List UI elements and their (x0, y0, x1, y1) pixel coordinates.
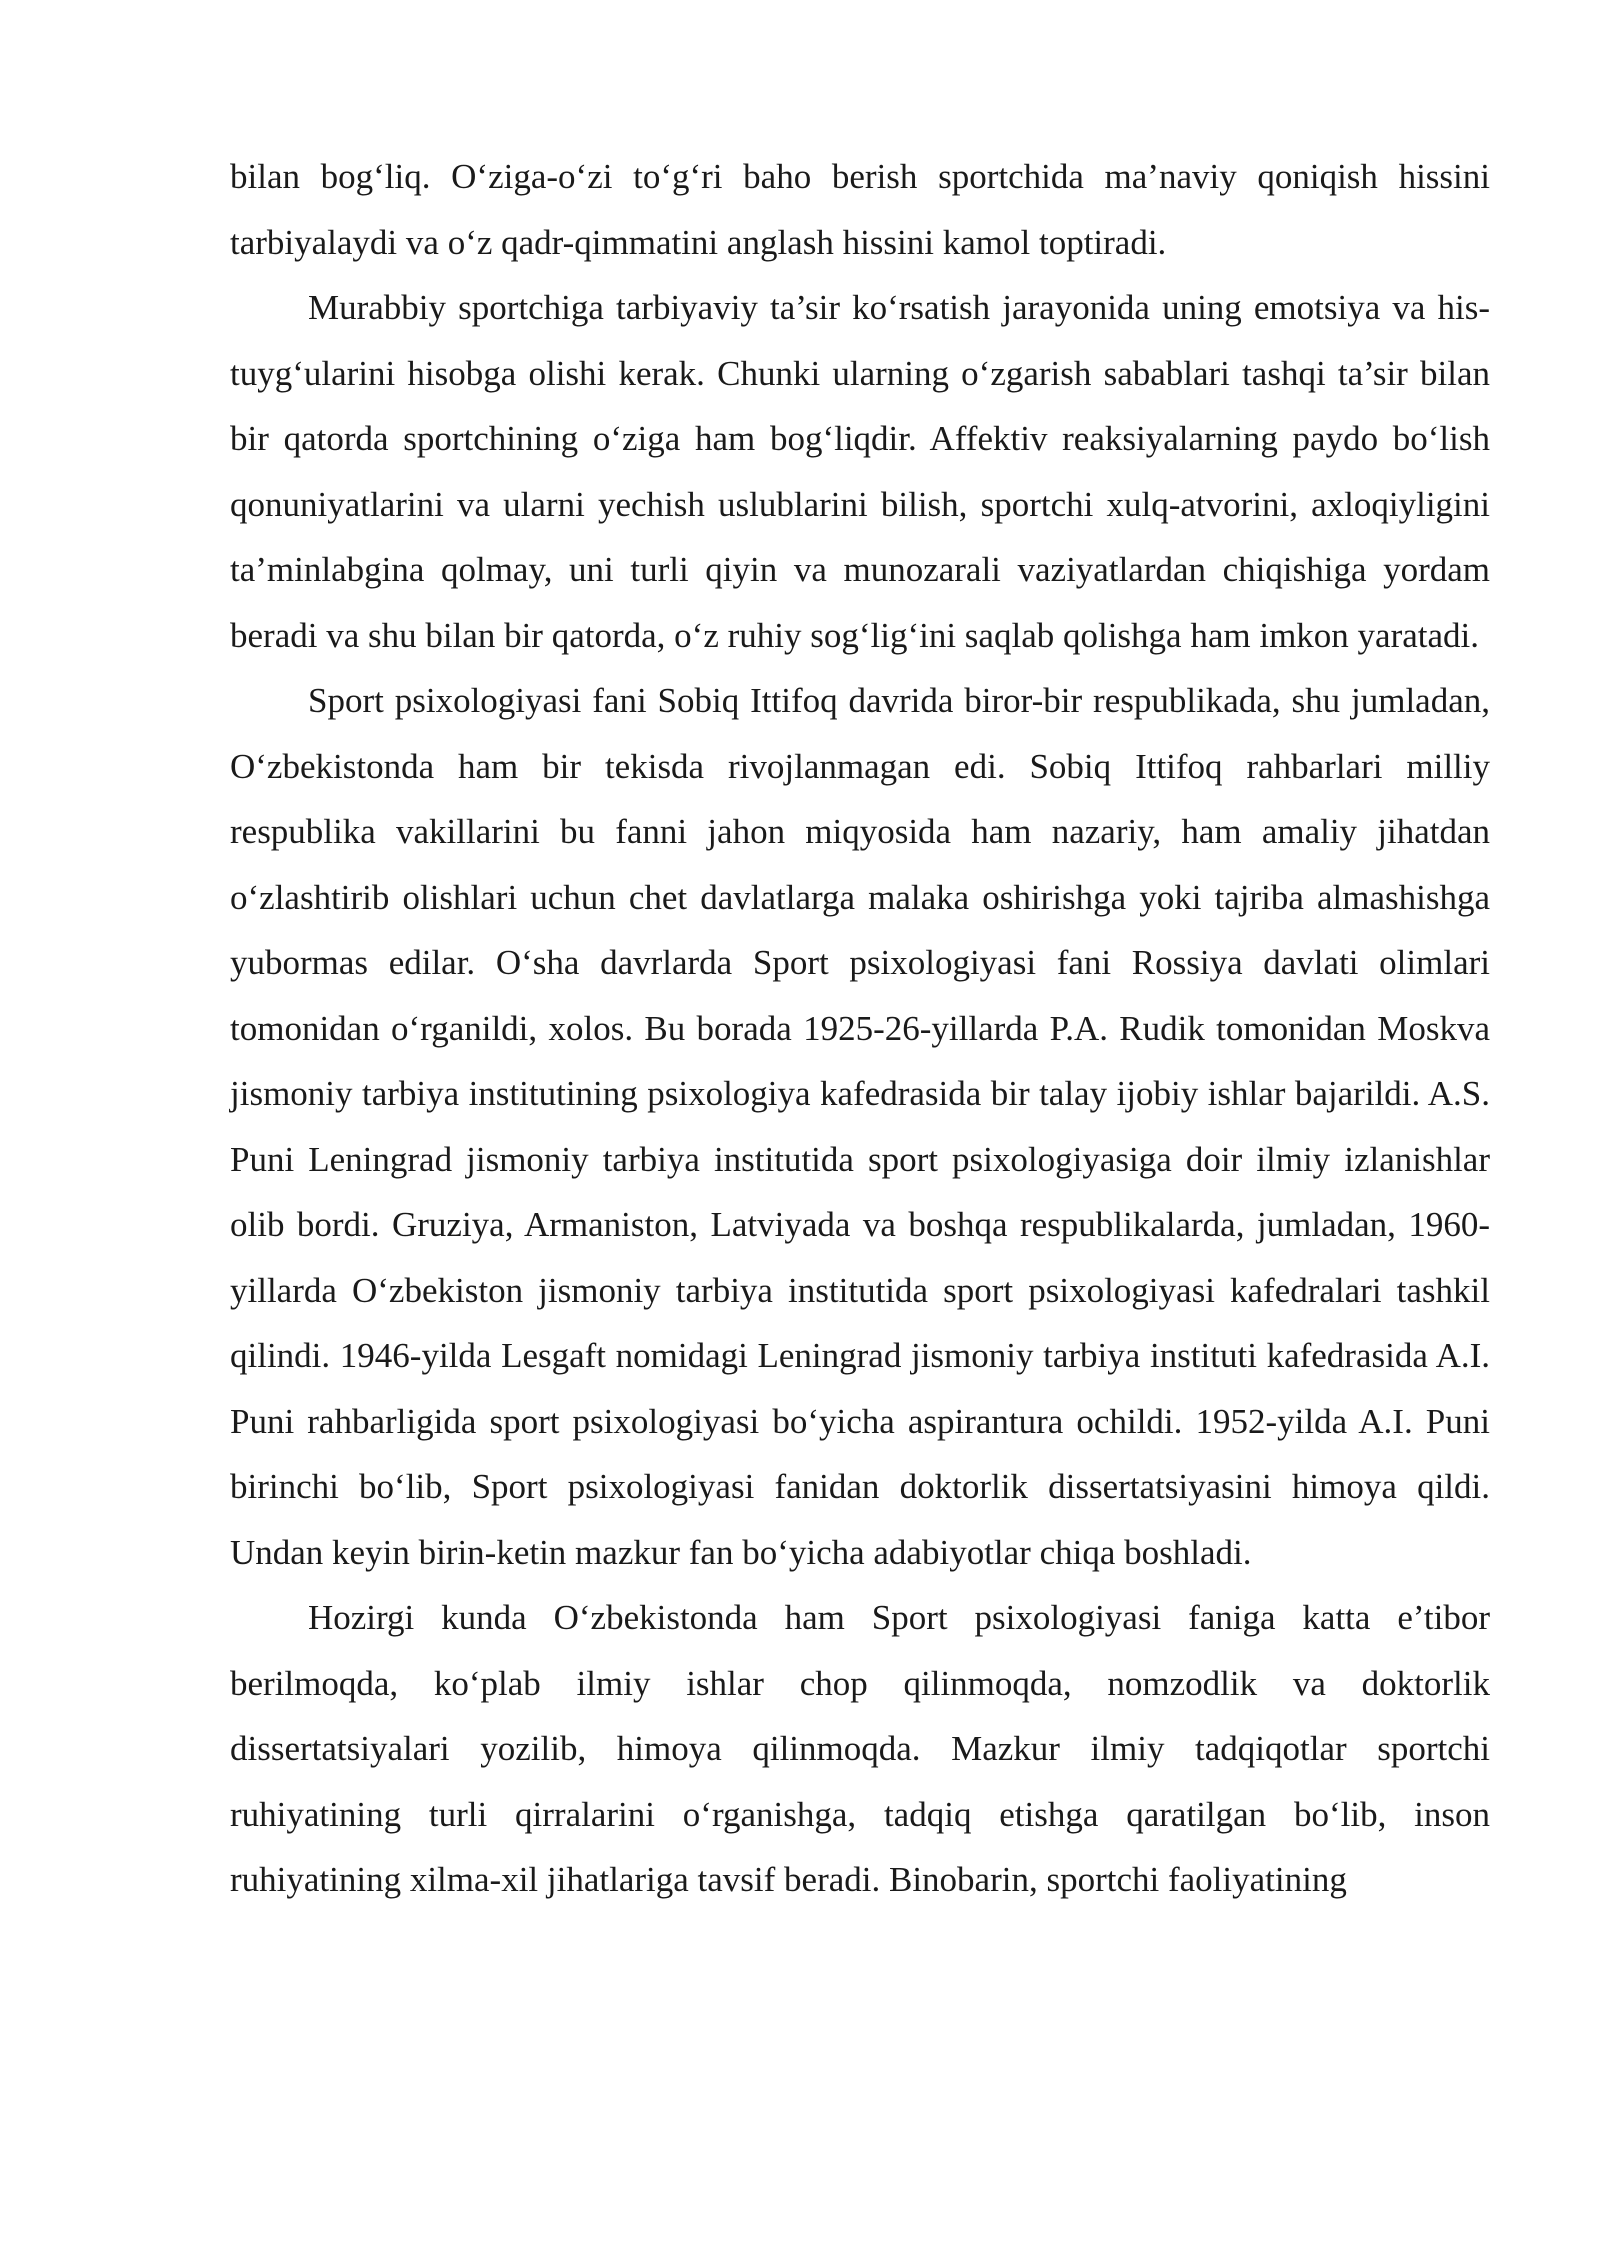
body-text (230, 144, 1490, 1913)
paragraph-continuation: bilan bog‘liq. O‘ziga-o‘zi to‘g‘ri baho berish sportchida ma’naviy qoniqish hissini tarbiyalaydi va o‘z qadr-qimmatini anglash hissini kamol toptiradi. (230, 157, 1490, 262)
paragraph-present-day: Hozirgi kunda O‘zbekistonda ham Sport psixologiyasi faniga katta e’tibor berilmoqda, ko‘plab ilmiy ishlar chop qilinmoqda, nomzodlik va doktorlik dissertatsiyalari yozilib, himoya qilinmoqda. Mazkur ilmiy tadqiqotlar sportchi ruhiyatining turli qirralarini o‘rganishga, tadqiq etishga qaratilgan bo‘lib, inson ruhiyatining xilma-xil jihatlariga tavsif beradi. Binobarin, sportchi faoliyatining (230, 1598, 1490, 1899)
paragraph-history: Sport psixologiyasi fani Sobiq Ittifoq davrida biror-bir respublikada, shu jumladan, O‘zbekistonda ham bir tekisda rivojlanmagan edi. Sobiq Ittifoq rahbarlari milliy respublika vakillarini bu fanni jahon miqyosida ham nazariy, ham amaliy jihatdan o‘zlashtirib olishlari uchun chet davlatlarga malaka oshirishga yoki tajriba almashishga yubormas edilar. O‘sha davrlarda Sport psixologiyasi fani Rossiya davlati olimlari tomonidan o‘rganildi, xolos. Bu borada 1925-26-yillarda P.A. Rudik tomonidan Moskva jismoniy tarbiya institutining psixologiya kafedrasida bir talay ijobiy ishlar bajarildi. A.S. Puni Leningrad jismoniy tarbiya institutida sport psixologiyasiga doir ilmiy izlanishlar olib bordi. Gruziya, Armaniston, Latviyada va boshqa respublikalarda, jumladan, 1960-yillarda O‘zbekiston jismoniy tarbiya institutida sport psixologiyasi kafedralari tashkil qilindi. 1946-yilda Lesgaft nomidagi Leningrad jismoniy tarbiya instituti kafedrasida A.I. Puni rahbarligida sport psixologiyasi bo‘yicha aspirantura ochildi. 1952-yilda A.I. Puni birinchi bo‘lib, Sport psixologiyasi fanidan doktorlik dissertatsiyasini himoya qildi. Undan keyin birin-ketin mazkur fan bo‘yicha adabiyotlar chiqa boshladi. (230, 681, 1490, 1572)
paragraph-coach-emotions: Murabbiy sportchiga tarbiyaviy ta’sir ko‘rsatish jarayonida uning emotsiya va his-tuyg‘ularini hisobga olishi kerak. Chunki ularning o‘zgarish sabablari tashqi ta’sir bilan bir qatorda sportchining o‘ziga ham bog‘liqdir. Affektiv reaksiyalarning paydo bo‘lish qonuniyatlarini va ularni yechish uslublarini bilish, sportchi xulq-atvorini, axloqiyligini ta’minlabgina qolmay, uni turli qiyin va munozarali vaziyatlardan chiqishiga yordam beradi va shu bilan bir qatorda, o‘z ruhiy sog‘lig‘ini saqlab qolishga ham imkon yaratadi. (230, 288, 1490, 655)
